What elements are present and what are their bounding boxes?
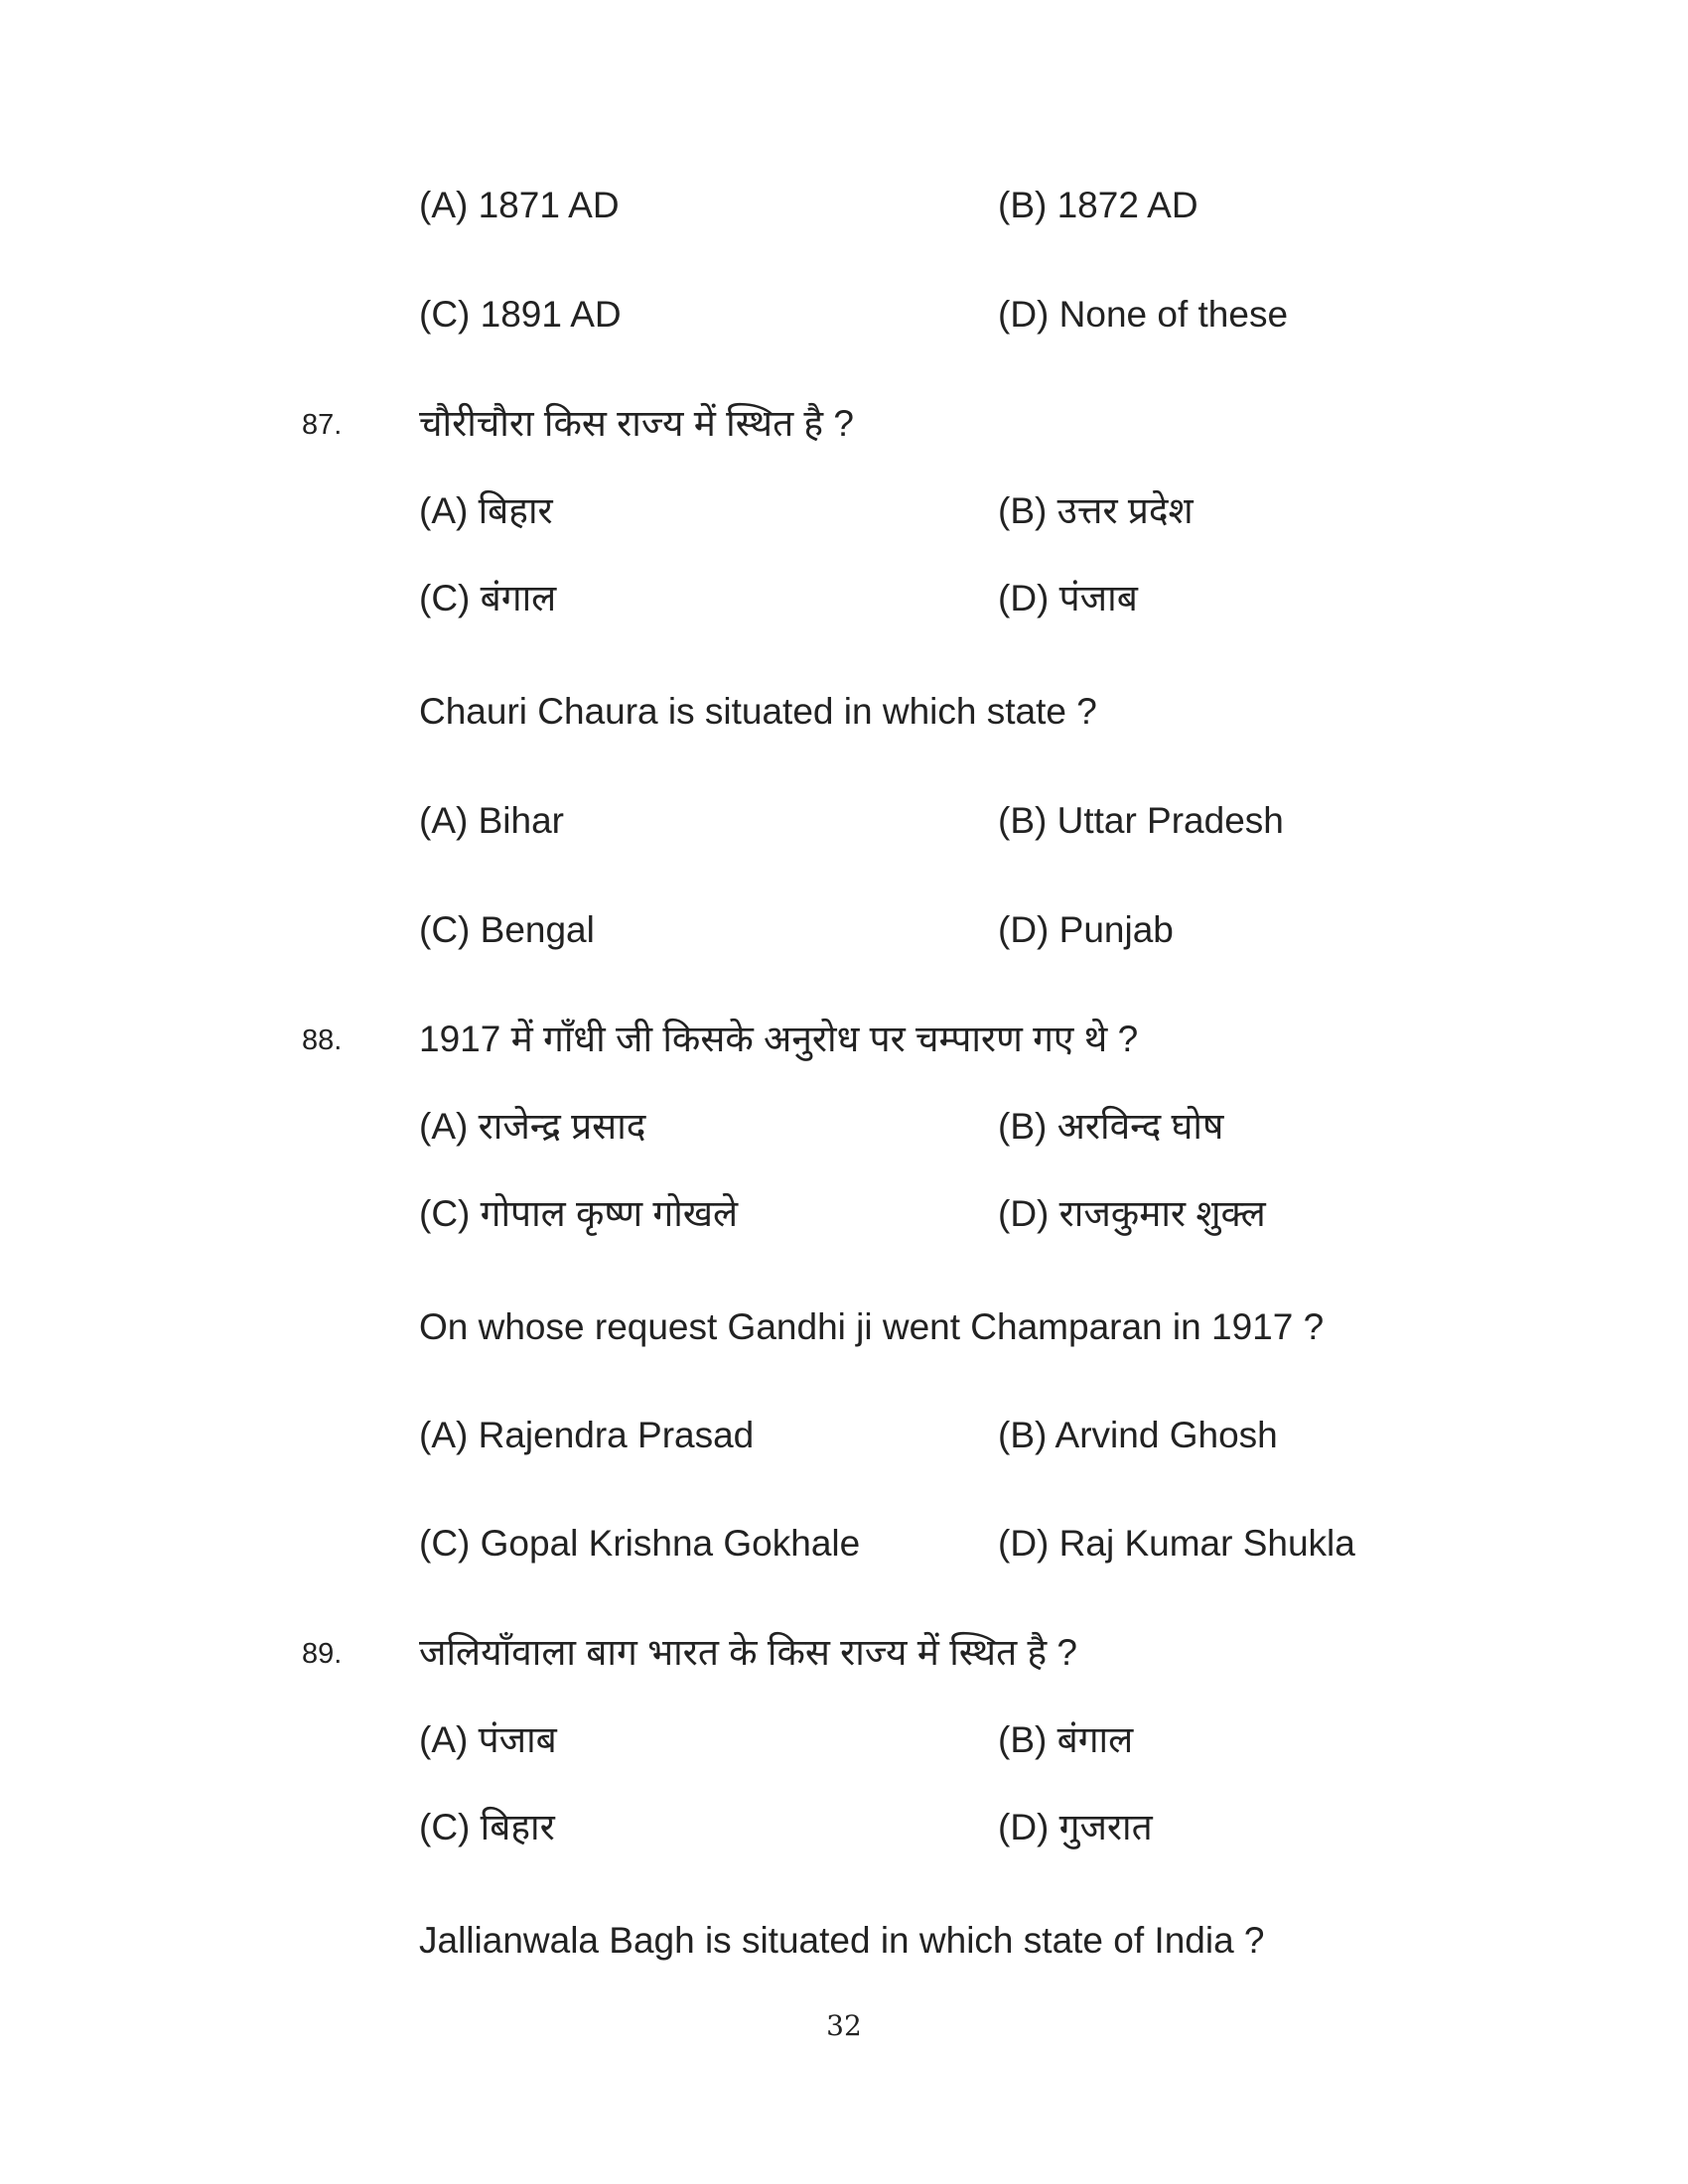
q88-english-option-d: (D) Raj Kumar Shukla bbox=[998, 1523, 1355, 1564]
q89-number: 89. bbox=[302, 1638, 343, 1670]
q87-english-question: Chauri Chaura is situated in which state ? bbox=[419, 691, 1097, 732]
q88-english-option-c: (C) Gopal Krishna Gokhale bbox=[419, 1523, 861, 1564]
q87-english-option-c: (C) Bengal bbox=[419, 909, 595, 950]
q88-english-option-a: (A) Rajendra Prasad bbox=[419, 1415, 755, 1455]
q88-english-option-b: (B) Arvind Ghosh bbox=[998, 1415, 1278, 1455]
q87-english-option-b: (B) Uttar Pradesh bbox=[998, 800, 1284, 841]
q87-hindi-option-d: (D) पंजाब bbox=[998, 578, 1138, 618]
q87-hindi-option-a: (A) बिहार bbox=[419, 490, 553, 531]
prev-option-a: (A) 1871 AD bbox=[419, 185, 620, 225]
q87-hindi-option-c: (C) बंगाल bbox=[419, 578, 557, 618]
q87-english-option-a: (A) Bihar bbox=[419, 800, 564, 841]
q89-hindi-option-d: (D) गुजरात bbox=[998, 1807, 1153, 1847]
q87-number: 87. bbox=[302, 409, 343, 441]
q87-hindi-option-b: (B) उत्तर प्रदेश bbox=[998, 490, 1194, 531]
q88-english-question: On whose request Gandhi ji went Champaran in 1917 ? bbox=[419, 1306, 1325, 1347]
q89-hindi-question: जलियाँवाला बाग भारत के किस राज्य में स्थित है ? bbox=[419, 1632, 1077, 1673]
prev-option-c: (C) 1891 AD bbox=[419, 294, 622, 335]
q89-hindi-option-b: (B) बंगाल bbox=[998, 1719, 1134, 1760]
q87-hindi-question: चौरीचौरा किस राज्य में स्थित है ? bbox=[419, 403, 854, 444]
q87-english-option-d: (D) Punjab bbox=[998, 909, 1174, 950]
q88-number: 88. bbox=[302, 1024, 343, 1056]
q88-hindi-option-c: (C) गोपाल कृष्ण गोखले bbox=[419, 1193, 739, 1234]
prev-option-b: (B) 1872 AD bbox=[998, 185, 1198, 225]
q88-hindi-question: 1917 में गाँधी जी किसके अनुरोध पर चम्पारण गए थे ? bbox=[419, 1019, 1139, 1059]
q88-hindi-option-d: (D) राजकुमार शुक्ल bbox=[998, 1193, 1266, 1234]
q89-hindi-option-c: (C) बिहार bbox=[419, 1807, 555, 1847]
q89-hindi-option-a: (A) पंजाब bbox=[419, 1719, 557, 1760]
q88-hindi-option-b: (B) अरविन्द घोष bbox=[998, 1106, 1224, 1147]
prev-option-d: (D) None of these bbox=[998, 294, 1289, 335]
q88-hindi-option-a: (A) राजेन्द्र प्रसाद bbox=[419, 1106, 646, 1147]
page-number: 32 bbox=[826, 2009, 862, 2042]
q89-english-question: Jallianwala Bagh is situated in which state of India ? bbox=[419, 1920, 1265, 1961]
